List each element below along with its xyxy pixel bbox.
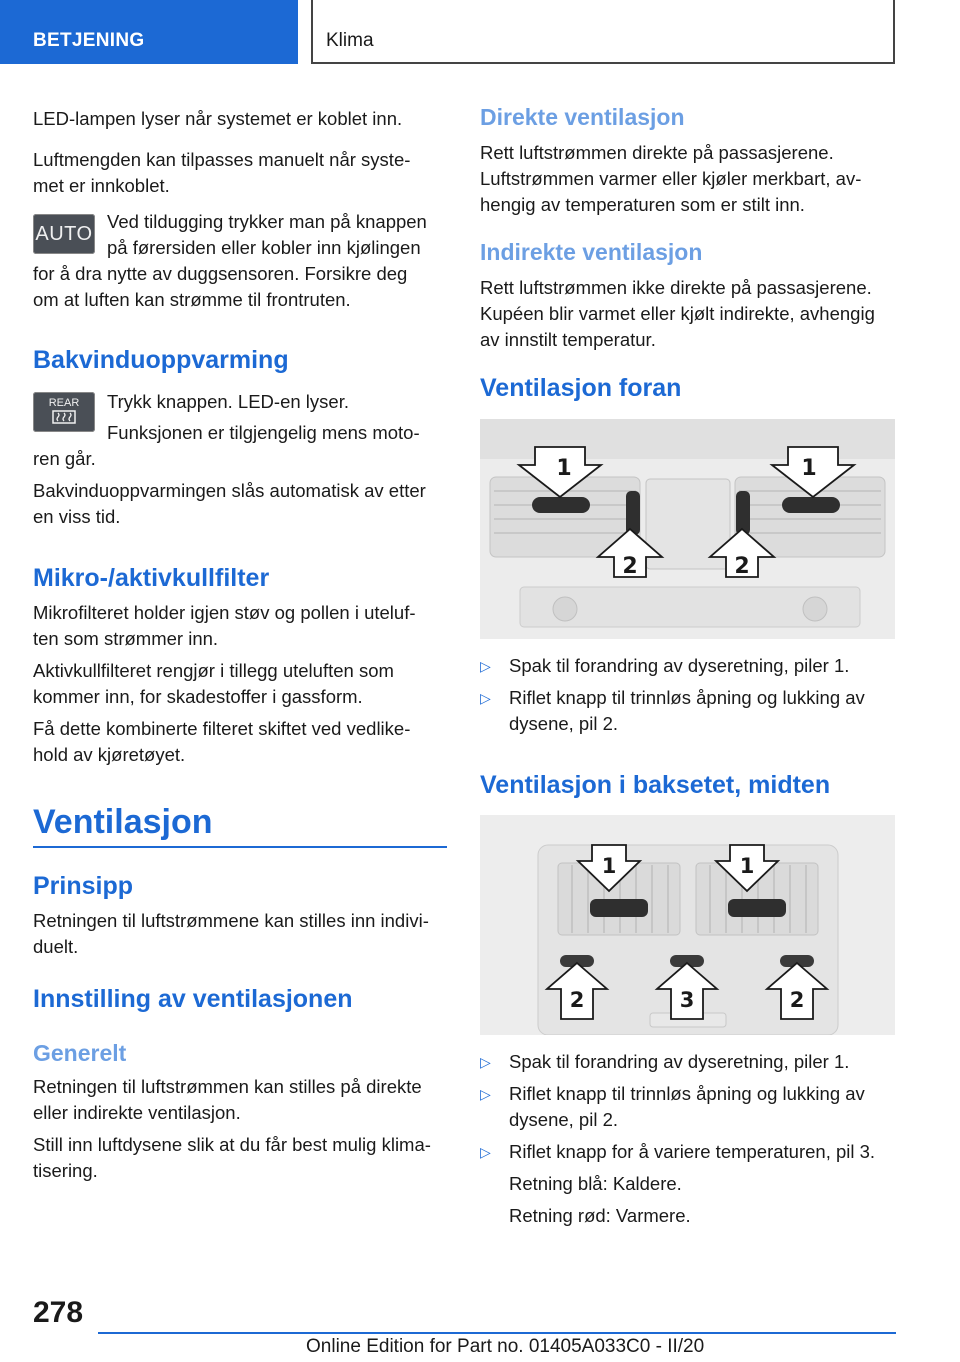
edition-text: Online Edition for Part no. 01405A033C0 - II/20: [306, 1336, 705, 1357]
figure-1-label: 2: [622, 554, 638, 579]
rear-vents-illustration: [480, 815, 895, 1035]
section-tab: [0, 0, 298, 64]
list-item-continuation: dysene, pil 2.: [509, 1109, 619, 1130]
page-number: 278: [33, 1296, 84, 1329]
figure-2-label: 2: [789, 988, 805, 1012]
paragraph-defog-4: om at luften kan strømme til frontruten.: [33, 289, 351, 310]
bullet-triangle-icon: ▷: [480, 1086, 491, 1102]
paragraph-generelt-4: tisering.: [33, 1160, 98, 1181]
sub-item-red: Retning rød: Varmere.: [509, 1205, 691, 1226]
paragraph-autooff-1: Bakvinduoppvarmingen slås automatisk av etter: [33, 480, 426, 501]
heater-grid-icon: [51, 409, 77, 427]
paragraph-airflow-1: Luftmengden kan tilpasses manuelt når syste-: [33, 149, 411, 170]
bullet-triangle-icon: ▷: [480, 690, 491, 706]
paragraph-generelt-3: Still inn luftdysene slik at du får best mulig klima-: [33, 1134, 431, 1155]
heading-bakvindu: Bakvinduoppvarming: [33, 346, 289, 374]
paragraph-filter-4: kommer inn, for skadestoffer i gassform.: [33, 686, 363, 707]
paragraph-defog-2: på førersiden eller kobler inn kjølingen: [107, 237, 421, 258]
paragraph-prinsipp-2: duelt.: [33, 936, 79, 957]
heading-generelt: Generelt: [33, 1040, 127, 1066]
heading-innstilling: Innstilling av ventilasjonen: [33, 985, 353, 1013]
paragraph-direkte-3: hengig av temperaturen som er stilt inn.: [480, 194, 805, 215]
heading-baksetet: Ventilasjon i baksetet, midten: [480, 771, 831, 799]
paragraph-function-1: Funksjonen er tilgjengelig mens moto-: [107, 422, 420, 443]
paragraph-direkte-1: Rett luftstrømmen direkte på passasjerene.: [480, 142, 834, 163]
paragraph-filter-3: Aktivkullfilteret rengjør i tillegg uteluften som: [33, 660, 394, 681]
bullet-triangle-icon: ▷: [480, 658, 491, 674]
paragraph-function-2: ren går.: [33, 448, 96, 469]
paragraph-autooff-2: en viss tid.: [33, 506, 121, 527]
figure-1-label: 1: [801, 456, 817, 481]
figure-2-label: 1: [739, 854, 755, 878]
paragraph-prinsipp-1: Retningen til luftstrømmene kan stilles inn indivi-: [33, 910, 429, 931]
paragraph-defog-3: for å dra nytte av duggsensoren. Forsikre deg: [33, 263, 408, 284]
list-item-continuation: dysene, pil 2.: [509, 713, 619, 734]
chapter-title: Klima: [326, 30, 374, 51]
heading-ventilasjon: Ventilasjon: [33, 803, 213, 841]
section-title: BETJENING: [33, 30, 145, 51]
rear-defrost-icon: REAR: [33, 392, 95, 432]
heading-indirekte: Indirekte ventilasjon: [480, 239, 703, 265]
figure-2-label: 2: [569, 988, 585, 1012]
paragraph-press: Trykk knappen. LED-en lyser.: [107, 391, 349, 412]
heading-foran: Ventilasjon foran: [480, 374, 682, 402]
paragraph-direkte-2: Luftstrømmen varmer eller kjøler merkbart, av-: [480, 168, 862, 189]
paragraph-indirekte-1: Rett luftstrømmen ikke direkte på passasjerene.: [480, 277, 872, 298]
paragraph-filter-5: Få dette kombinerte filteret skiftet ved vedlike-: [33, 718, 411, 739]
paragraph-filter-1: Mikrofilteret holder igjen støv og pollen i uteluf-: [33, 602, 416, 623]
figure-1-label: 2: [734, 554, 750, 579]
sub-item-blue: Retning blå: Kaldere.: [509, 1173, 682, 1194]
figure-1-label: 1: [556, 456, 572, 481]
paragraph-generelt-1: Retningen til luftstrømmen kan stilles på direkte: [33, 1076, 422, 1097]
paragraph-generelt-2: eller indirekte ventilasjon.: [33, 1102, 241, 1123]
paragraph-indirekte-2: Kupéen blir varmet eller kjølt indirekte, avhengig: [480, 303, 875, 324]
heading-filter: Mikro-/aktivkullfilter: [33, 564, 270, 592]
heading-direkte: Direkte ventilasjon: [480, 104, 685, 130]
auto-button-icon: AUTO: [33, 214, 95, 254]
figure-2-label: 3: [679, 988, 695, 1012]
paragraph-defog-1: Ved tildugging trykker man på knappen: [107, 211, 427, 232]
bullet-triangle-icon: ▷: [480, 1144, 491, 1160]
chapter-tab: [311, 0, 895, 64]
footer-rule: [98, 1332, 896, 1334]
paragraph-filter-6: hold av kjøretøyet.: [33, 744, 186, 765]
paragraph-airflow-2: met er innkoblet.: [33, 175, 170, 196]
front-vents-illustration: [480, 419, 895, 639]
paragraph-filter-2: ten som strømmer inn.: [33, 628, 219, 649]
heading-rule: [33, 846, 447, 848]
bullet-triangle-icon: ▷: [480, 1054, 491, 1070]
paragraph-led: LED-lampen lyser når systemet er koblet inn.: [33, 108, 403, 129]
figure-2-label: 1: [601, 854, 617, 878]
paragraph-indirekte-3: av innstilt temperatur.: [480, 329, 656, 350]
heading-prinsipp: Prinsipp: [33, 872, 134, 900]
